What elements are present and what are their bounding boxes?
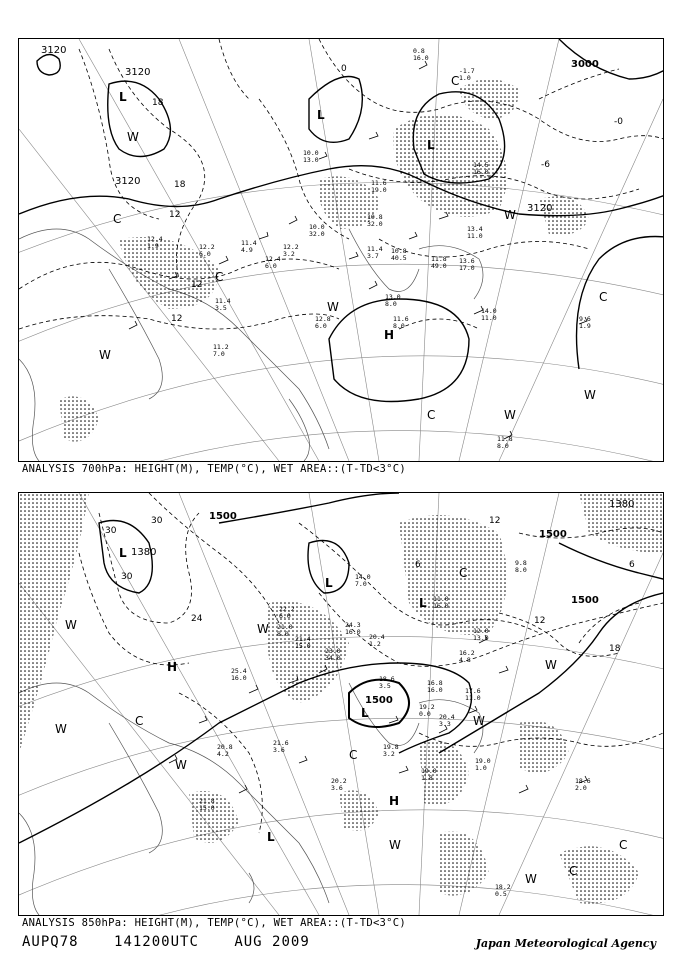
low-symbol: L: [361, 706, 369, 720]
station-value: 11.0: [465, 694, 481, 702]
station-value: 20.2: [331, 777, 347, 785]
station-plot: [515, 559, 527, 574]
station-value: 16.0: [473, 168, 489, 176]
station-value: 15.0: [199, 804, 215, 812]
station-value: 3.6: [331, 784, 343, 792]
pressure-symbols: [55, 546, 627, 886]
station-value: 7.0: [213, 350, 225, 358]
station-value: 15.0: [295, 642, 311, 650]
station-plot: [265, 255, 281, 270]
temp-label: 12: [169, 210, 181, 220]
station-value: 2.0: [575, 784, 587, 792]
station-value: -1.7: [459, 67, 475, 75]
graticule: [19, 39, 663, 461]
station-value: 19.0: [421, 767, 437, 775]
height-label: 1500: [571, 595, 599, 606]
station-plot: [497, 435, 513, 450]
caption-850hpa: ANALYSIS 850hPa: HEIGHT(M), TEMP(°C), WET AREA::(T-TD<3°C): [22, 917, 407, 929]
station-value: 1.0: [459, 74, 471, 82]
station-plot: [325, 647, 341, 662]
station-value: 11.8: [431, 255, 447, 263]
station-plot: [355, 573, 371, 588]
station-value: 1.2: [369, 640, 381, 648]
warm-symbol: W: [389, 838, 401, 852]
height-label: 3120: [115, 176, 141, 187]
station-value: 0.5: [495, 890, 507, 898]
station-value: 4.2: [217, 750, 229, 758]
low-symbol: L: [119, 546, 127, 560]
cold-symbol: C: [349, 748, 358, 762]
height-label: 1380: [609, 499, 635, 510]
caption-700hpa: ANALYSIS 700hPa: HEIGHT(M), TEMP(°C), WET AREA::(T-TD<3°C): [22, 463, 407, 475]
station-value: 3.7: [367, 252, 379, 260]
station-plot: [439, 713, 455, 728]
station-value: 8.0: [497, 442, 509, 450]
station-value: 16.2: [459, 649, 475, 657]
station-plot: [427, 679, 443, 694]
station-value: 12.4: [265, 255, 281, 263]
station-value: 34.0: [325, 654, 341, 662]
height-label: 3000: [571, 59, 599, 70]
station-plot: [385, 293, 401, 308]
station-value: 6.0: [265, 262, 277, 270]
station-plot: [459, 649, 475, 664]
station-value: 21.8: [199, 797, 215, 805]
station-value: 1.0: [475, 764, 487, 772]
temp-label: 24: [191, 614, 203, 624]
station-value: 19.0: [475, 757, 491, 765]
station-value: 1.9: [147, 242, 159, 250]
station-value: 13.4: [467, 225, 483, 233]
station-value: 13.0: [385, 293, 401, 301]
low-symbol: L: [427, 138, 435, 152]
temp-label: 6: [415, 560, 421, 570]
station-value: 12.8: [315, 315, 331, 323]
station-value: 16.0: [427, 686, 443, 694]
station-value: 3.2: [383, 750, 395, 758]
wet-area: [19, 493, 663, 904]
warm-symbol: W: [504, 408, 516, 422]
station-plot: [367, 245, 383, 260]
station-value: 11.4: [215, 297, 231, 305]
station-value: 1.8: [421, 774, 433, 782]
temp-label: -0: [614, 117, 623, 127]
station-value: 16.0: [231, 674, 247, 682]
station-plot: [379, 675, 395, 690]
temp-label: 30: [105, 526, 117, 536]
station-value: 11.2: [213, 343, 229, 351]
station-value: 11.8: [497, 435, 513, 443]
station-plot: [467, 225, 483, 240]
station-value: 8.0: [277, 630, 289, 638]
warm-symbol: W: [327, 300, 339, 314]
station-value: 9.6: [579, 315, 591, 323]
station-value: 11.0: [467, 232, 483, 240]
station-plot: [295, 635, 311, 650]
station-value: 8.0: [385, 300, 397, 308]
station-value: 6.0: [199, 250, 211, 258]
station-value: 17.6: [465, 687, 481, 695]
station-value: 6.0: [315, 322, 327, 330]
temp-label: -6: [541, 160, 550, 170]
station-value: 24.3: [345, 621, 361, 629]
station-value: 10.0: [309, 223, 325, 231]
high-symbol: H: [384, 328, 395, 342]
temp-label: 12: [191, 280, 203, 290]
station-value: 0.0: [419, 710, 431, 718]
low-symbol: L: [267, 830, 275, 844]
station-value: 11.4: [241, 239, 257, 247]
warm-symbol: W: [257, 622, 269, 636]
valid-date: AUG 2009: [234, 934, 310, 950]
station-value: 12.4: [147, 235, 163, 243]
station-plot: [217, 743, 233, 758]
station-value: 20.4: [439, 713, 455, 721]
station-value: 14.0: [481, 307, 497, 315]
station-value: 18.2: [495, 883, 511, 891]
station-plot: [303, 149, 319, 164]
station-plot: [473, 627, 489, 642]
station-plot: [579, 315, 591, 330]
station-value: 18.6: [575, 777, 591, 785]
temp-label: 18: [152, 98, 164, 108]
station-value: 20.8: [217, 743, 233, 751]
station-plot: [283, 243, 299, 258]
station-value: 4.8: [459, 656, 471, 664]
station-plot: [413, 47, 429, 62]
station-plot: [473, 161, 489, 176]
station-value: 8.0: [515, 566, 527, 574]
station-plot: [575, 777, 591, 792]
cold-symbol: C: [619, 838, 628, 852]
height-label: 1500: [539, 529, 567, 540]
station-value: 13.6: [459, 257, 475, 265]
station-plot: [309, 223, 325, 238]
station-value: 3.3: [439, 720, 451, 728]
station-value: 40.5: [391, 254, 407, 262]
warm-symbol: W: [99, 348, 111, 362]
station-plot: [419, 703, 435, 718]
station-plot: [241, 239, 257, 254]
station-value: 11.6: [371, 179, 387, 187]
station-value: 16.0: [433, 602, 449, 610]
station-value: 8.0: [393, 322, 405, 330]
map-850hpa-svg: [19, 493, 663, 915]
station-plot: [459, 67, 475, 82]
temp-label: 12: [489, 516, 501, 526]
warm-symbol: W: [584, 388, 596, 402]
warm-symbol: W: [473, 714, 485, 728]
temp-label: 12: [171, 314, 183, 324]
warm-symbol: W: [65, 618, 77, 632]
station-value: 22.2: [279, 605, 295, 613]
height-label: 1500: [365, 695, 393, 706]
height-label: 1380: [131, 547, 157, 558]
station-value: 3.6: [273, 746, 285, 754]
station-plot: [213, 343, 229, 358]
station-value: 0.8: [413, 47, 425, 55]
map-panel-850hpa: [18, 492, 664, 916]
station-value: 11.4: [367, 245, 383, 253]
station-obs: [147, 47, 591, 450]
temp-label: 30: [121, 572, 133, 582]
agency-name: Japan Meteorological Agency: [475, 937, 656, 950]
temp-label: 30: [151, 516, 163, 526]
station-value: 23.0: [325, 647, 341, 655]
station-value: 32.0: [367, 220, 383, 228]
warm-symbol: W: [175, 758, 187, 772]
wind-barbs: [129, 61, 587, 439]
cold-symbol: C: [113, 212, 122, 226]
height-label: 3120: [125, 67, 151, 78]
station-value: 12.0: [473, 627, 489, 635]
station-plot: [331, 777, 347, 792]
cold-symbol: C: [569, 864, 578, 878]
temp-label: 18: [174, 180, 186, 190]
temp-label: 6: [629, 560, 635, 570]
cold-symbol: C: [459, 566, 468, 580]
station-value: 20.4: [369, 633, 385, 641]
low-symbol: L: [119, 90, 127, 104]
warm-symbol: W: [55, 722, 67, 736]
height-label: 3120: [527, 203, 553, 214]
temp-label: 0: [341, 64, 347, 74]
station-value: 12.2: [199, 243, 215, 251]
station-value: 16.0: [413, 54, 429, 62]
map-panel-700hpa: [18, 38, 664, 462]
station-plot: [215, 297, 231, 312]
cold-symbol: C: [215, 270, 224, 284]
station-plot: [431, 255, 447, 270]
station-value: 19.8: [383, 743, 399, 751]
station-plot: [383, 743, 399, 758]
valid-time: 141200UTC: [114, 934, 199, 950]
station-plot: [391, 247, 407, 262]
station-plot: [199, 243, 215, 258]
station-value: 21.6: [273, 739, 289, 747]
station-plot: [481, 307, 497, 322]
height-label: 3120: [41, 45, 67, 56]
station-value: 18.6: [379, 675, 395, 683]
station-value: 3.5: [215, 304, 227, 312]
warm-symbol: W: [525, 872, 537, 886]
station-value: 6.0: [279, 612, 291, 620]
station-value: 10.8: [367, 213, 383, 221]
chart-id: AUPQ78: [22, 934, 79, 950]
station-value: 21.4: [295, 635, 311, 643]
warm-symbol: W: [504, 208, 516, 222]
warm-symbol: W: [127, 130, 139, 144]
station-plot: [367, 213, 383, 228]
station-plot: [495, 883, 511, 898]
high-symbol: H: [389, 794, 400, 808]
station-plot: [475, 757, 491, 772]
station-plot: [199, 797, 215, 812]
cold-symbol: C: [451, 74, 460, 88]
coastline: [19, 683, 483, 915]
station-plot: [465, 687, 481, 702]
station-value: 25.4: [231, 667, 247, 675]
station-value: 7.0: [355, 580, 367, 588]
low-symbol: L: [317, 108, 325, 122]
station-value: 4.9: [241, 246, 253, 254]
height-label: 1500: [209, 511, 237, 522]
station-value: 19.2: [419, 703, 435, 711]
high-symbol: H: [167, 660, 178, 674]
station-value: 49.0: [431, 262, 447, 270]
station-value: 16.0: [345, 628, 361, 636]
station-value: 11.6: [393, 315, 409, 323]
station-value: 11.0: [433, 595, 449, 603]
warm-symbol: W: [545, 658, 557, 672]
cold-symbol: C: [135, 714, 144, 728]
station-value: 19.0: [371, 186, 387, 194]
station-plot: [393, 315, 409, 330]
station-value: 10.0: [303, 149, 319, 157]
station-value: 16.8: [427, 679, 443, 687]
station-value: 17.0: [459, 264, 475, 272]
station-value: 13.0: [303, 156, 319, 164]
station-plot: [371, 179, 387, 194]
station-value: 1.9: [579, 322, 591, 330]
station-plot: [433, 595, 449, 610]
station-value: 13.0: [473, 634, 489, 642]
station-value: 14.0: [355, 573, 371, 581]
cold-symbol: C: [427, 408, 436, 422]
station-plot: [345, 621, 361, 636]
station-value: 21.0: [277, 623, 293, 631]
station-plot: [369, 633, 385, 648]
station-value: 11.0: [481, 314, 497, 322]
chart-footer: [22, 934, 336, 950]
station-plot: [459, 257, 475, 272]
station-value: 3.2: [283, 250, 295, 258]
temp-label: 12: [534, 616, 546, 626]
cold-symbol: C: [599, 290, 608, 304]
station-plot: [273, 739, 289, 754]
station-value: 32.0: [309, 230, 325, 238]
station-value: 12.2: [283, 243, 299, 251]
low-symbol: L: [419, 596, 427, 610]
low-symbol: L: [325, 576, 333, 590]
station-value: 3.5: [379, 682, 391, 690]
station-value: 10.8: [391, 247, 407, 255]
station-plot: [315, 315, 331, 330]
temp-label: 18: [609, 644, 621, 654]
map-700hpa-svg: [19, 39, 663, 461]
station-plot: [231, 667, 247, 682]
station-value: 14.5: [473, 161, 489, 169]
station-value: 9.8: [515, 559, 527, 567]
